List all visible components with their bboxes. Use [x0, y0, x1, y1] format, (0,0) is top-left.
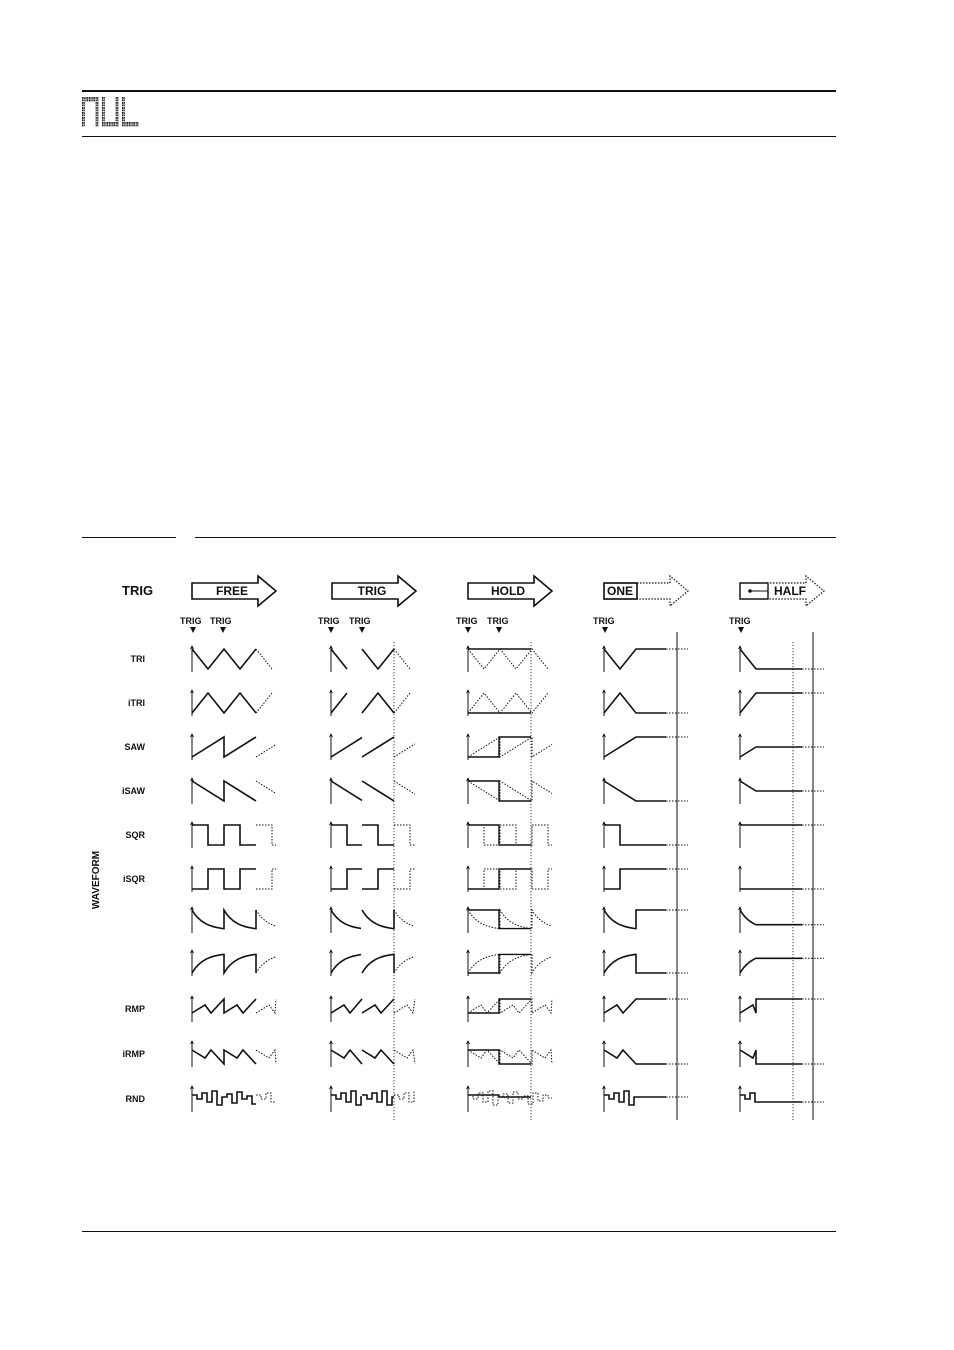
waveform-trace [468, 999, 531, 1013]
waveform-label-tri: TRI [130, 654, 145, 664]
waveform-trace [256, 781, 276, 794]
waveform-label-rnd: RND [125, 1094, 145, 1104]
footer-rule [82, 1231, 836, 1232]
waveform-label-itri: iTRI [128, 698, 145, 708]
waveform-trace [604, 825, 666, 845]
waveform-trace [604, 781, 666, 801]
mode-header-trig [332, 576, 416, 606]
waveform-trace [256, 957, 276, 973]
waveform-trace [468, 737, 552, 757]
waveform-trace [394, 999, 415, 1013]
waveform-trace [468, 825, 552, 845]
waveform-trace [394, 910, 414, 926]
waveform-trace [394, 825, 415, 845]
waveform-trace [362, 910, 394, 929]
waveform-grid [191, 632, 825, 1120]
logo-dotmatrix-icon [82, 97, 142, 127]
waveform-trace [394, 1091, 415, 1102]
waveform-trace [256, 825, 276, 845]
waveform-trace [468, 781, 552, 801]
trig-marker-arrow [602, 627, 608, 633]
mode-header-hold [468, 576, 552, 606]
header-bottom-rule [82, 136, 836, 137]
waveform-trace [331, 1091, 362, 1105]
trig-marker-arrow [328, 627, 334, 633]
waveform-trace [192, 693, 256, 713]
waveform-trace [362, 1050, 394, 1064]
waveform-trace [331, 649, 347, 669]
waveform-label-sqr: SQR [125, 830, 145, 840]
waveform-trace [394, 693, 410, 713]
waveform-trace [256, 999, 276, 1013]
trig-marker-label: TRIG [180, 616, 202, 626]
waveform-trace [331, 910, 361, 928]
waveform-trace [192, 649, 256, 669]
waveform-trace [256, 869, 276, 889]
lfo-waveform-diagram [0, 560, 954, 1140]
waveform-trace [362, 999, 394, 1013]
waveform-trace [192, 1050, 256, 1064]
waveform-trace [740, 1093, 802, 1102]
waveform-trace [468, 869, 552, 889]
waveform-trace [256, 1093, 276, 1102]
waveform-label-rmp: RMP [125, 1004, 145, 1014]
waveform-trace [468, 825, 531, 845]
waveform-trace [604, 1050, 666, 1064]
waveform-trace [362, 649, 394, 669]
waveform-trace [331, 1050, 362, 1064]
waveform-trace [192, 910, 256, 929]
mode-label-hold: HOLD [491, 584, 525, 598]
mode-label-trig: TRIG [357, 584, 387, 598]
waveform-trace [362, 954, 394, 973]
trig-marker-arrow [220, 627, 226, 633]
waveform-row-rnd [191, 1086, 825, 1112]
waveform-trace [394, 744, 415, 757]
waveform-row-isaw [191, 778, 825, 804]
waveform-trace [468, 1091, 552, 1105]
mode-header-one [604, 576, 688, 606]
waveform-trace [394, 957, 414, 973]
waveform-trace [192, 999, 256, 1013]
waveform-trace [604, 910, 666, 929]
waveform-label-isaw: iSAW [121, 786, 145, 796]
waveform-trace [604, 999, 666, 1013]
waveform-trace [468, 1050, 531, 1064]
waveform-trace [362, 825, 394, 845]
waveform-trace [331, 781, 362, 800]
waveform-row-itri [191, 690, 825, 716]
waveform-trace [604, 1091, 666, 1105]
waveform-trace [192, 825, 256, 845]
waveform-trace [362, 1091, 394, 1105]
waveform-trace [468, 954, 552, 973]
waveform-trace [192, 737, 256, 757]
waveform-trace [394, 1050, 415, 1064]
trig-marker-label: TRIG [487, 616, 509, 626]
waveform-row-exp [191, 907, 825, 933]
mode-header-free [192, 576, 276, 606]
waveform-label-isqr: iSQR [122, 874, 145, 884]
waveform-trace [604, 869, 666, 889]
waveform-trace [468, 910, 552, 929]
trig-marker-label: TRIG [349, 616, 371, 626]
trig-marker-arrow [738, 627, 744, 633]
section-rule-right [195, 537, 836, 538]
trig-marker-arrow [496, 627, 502, 633]
waveform-trace [468, 954, 531, 973]
waveform-trace [394, 869, 415, 889]
waveform-trace [362, 781, 394, 801]
waveform-trace [256, 910, 276, 926]
waveform-trace [604, 737, 666, 757]
waveform-trace [362, 869, 394, 889]
waveform-trace [331, 693, 347, 713]
waveform-trace [331, 869, 362, 889]
waveform-trace [604, 649, 666, 669]
header-top-rule [82, 90, 836, 92]
trig-marker-label: TRIG [729, 616, 751, 626]
waveform-trace [468, 1095, 531, 1097]
mode-label-one: ONE [606, 584, 634, 598]
waveform-trace [468, 781, 531, 801]
trig-marker-arrow [359, 627, 365, 633]
waveform-trace [394, 649, 410, 669]
waveform-trace [468, 649, 548, 669]
trigger-markers [180, 616, 751, 633]
waveform-row-rmp [191, 996, 825, 1022]
section-rule-left [82, 537, 176, 538]
waveform-trace [256, 1050, 276, 1064]
waveform-trace [468, 910, 531, 929]
waveform-label-irmp: iRMP [122, 1049, 145, 1059]
waveform-trace [256, 693, 272, 713]
waveform-trace [604, 954, 666, 973]
waveform-trace [468, 693, 548, 713]
waveform-label-saw: SAW [124, 742, 145, 752]
waveform-trace [468, 999, 552, 1013]
trig-marker-arrow [465, 627, 471, 633]
waveform-trace [192, 1091, 256, 1105]
waveform-trace [394, 781, 415, 794]
waveform-trace [362, 737, 394, 757]
waveform-trace [468, 1050, 552, 1064]
trig-marker-label: TRIG [593, 616, 615, 626]
waveform-axis-label: WAVEFORM [91, 850, 102, 910]
waveform-row-isqr [191, 866, 825, 892]
waveform-row-sqr [191, 822, 825, 848]
waveform-trace [331, 738, 362, 757]
waveform-trace [192, 954, 256, 973]
waveform-trace [192, 781, 256, 801]
waveform-trace [468, 869, 531, 889]
waveform-trace [331, 825, 362, 845]
trig-marker-label: TRIG [210, 616, 232, 626]
waveform-row-saw [191, 734, 825, 760]
waveform-row-iexp [191, 950, 825, 976]
waveform-row-tri [191, 646, 825, 672]
mode-label-free: FREE [215, 584, 249, 598]
trig-marker-label: TRIG [456, 616, 478, 626]
waveform-trace [604, 693, 666, 713]
waveform-trace [362, 693, 394, 713]
waveform-trace [740, 747, 802, 757]
waveform-trace [256, 649, 272, 669]
waveform-trace [331, 955, 361, 973]
trig-marker-label: TRIG [318, 616, 340, 626]
waveform-trace [468, 737, 531, 757]
waveform-row-irmp [191, 1041, 825, 1067]
waveform-row-labels [122, 654, 146, 1104]
mode-label-half: HALF [774, 584, 806, 598]
mode-header-half [740, 576, 824, 606]
waveform-trace [331, 999, 362, 1013]
trig-row-label: TRIG [122, 583, 154, 598]
waveform-trace [192, 869, 256, 889]
waveform-trace [256, 745, 276, 758]
trig-marker-arrow [190, 627, 196, 633]
